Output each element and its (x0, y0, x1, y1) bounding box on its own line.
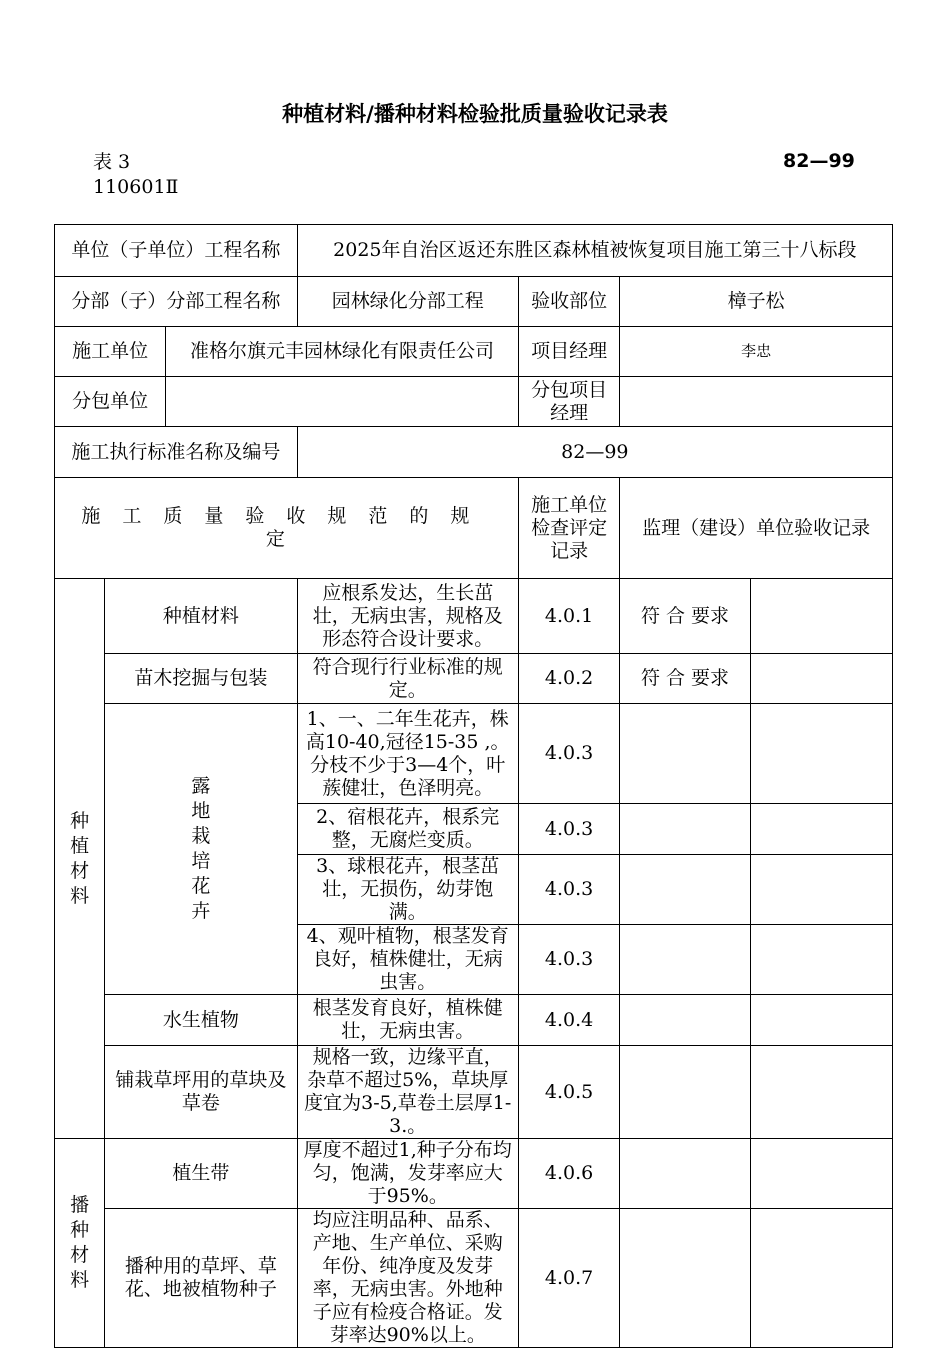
standard-code-header: 82—99 (783, 150, 855, 172)
table-number-label: 表 3 (93, 151, 131, 173)
constructor-value: 准格尔旗元丰园林绿化有限责任公司 (166, 327, 519, 377)
constructor-row (55, 327, 893, 377)
acceptance-part-label: 验收部位 (518, 277, 620, 327)
item-supervision-record (750, 995, 892, 1046)
inspection-table (54, 224, 893, 1348)
item-name: 播种用的草坪、草花、地被植物种子 (105, 1209, 297, 1348)
item-requirement: 2、宿根花卉，根系完整，无腐烂变质。 (297, 804, 518, 855)
table-row (55, 995, 893, 1046)
subproject-row (55, 277, 893, 327)
item-clause: 4.0.6 (518, 1139, 620, 1209)
item-clause: 4.0.7 (518, 1209, 620, 1348)
item-requirement: 应根系发达，生长茁壮，无病虫害，规格及形态符合设计要求。 (297, 579, 518, 654)
item-check-record (620, 704, 750, 804)
group-sowing-label: 播种材料 (55, 1139, 105, 1348)
subcontractor-row (55, 377, 893, 427)
item-clause: 4.0.2 (518, 654, 620, 704)
group-planting-label: 种植材料 (55, 579, 105, 1139)
spec-heading: 施工质量验收规范的规定 (55, 478, 519, 579)
item-check-record (620, 1209, 750, 1348)
item-clause: 4.0.4 (518, 995, 620, 1046)
item-check-record (620, 995, 750, 1046)
item-clause: 4.0.3 (518, 925, 620, 995)
item-check-record (620, 804, 750, 855)
item-clause: 4.0.3 (518, 704, 620, 804)
check-record-heading: 施工单位检查评定记录 (518, 478, 620, 579)
item-supervision-record (750, 704, 892, 804)
item-requirement: 符合现行行业标准的规定。 (297, 654, 518, 704)
form-title: 种植材料/播种材料检验批质量验收记录表 (282, 102, 668, 126)
table-row (55, 1046, 893, 1139)
sub-project-value: 园林绿化分部工程 (297, 277, 518, 327)
sub-project-manager-value (620, 377, 893, 427)
item-check-record: 符 合 要求 (620, 654, 750, 704)
item-name-text: 露地栽培花卉 (191, 775, 211, 922)
column-header-row (55, 478, 893, 579)
item-check-record (620, 1046, 750, 1139)
item-name: 水生植物 (105, 995, 297, 1046)
project-manager-label: 项目经理 (518, 327, 620, 377)
item-supervision-record (750, 1046, 892, 1139)
table-row (55, 1209, 893, 1348)
table-row (55, 1139, 893, 1209)
item-supervision-record (750, 855, 892, 925)
item-check-record (620, 855, 750, 925)
standard-label: 施工执行标准名称及编号 (55, 427, 298, 478)
unit-project-label: 单位（子单位）工程名称 (55, 225, 298, 277)
item-clause: 4.0.3 (518, 804, 620, 855)
standard-value: 82—99 (297, 427, 892, 478)
item-name: 植生带 (105, 1139, 297, 1209)
item-check-record: 符 合 要求 (620, 579, 750, 654)
item-name (105, 704, 297, 995)
item-name: 苗木挖掘与包装 (105, 654, 297, 704)
supervision-heading: 监理（建设）单位验收记录 (620, 478, 893, 579)
table-row (55, 704, 893, 804)
item-clause: 4.0.3 (518, 855, 620, 925)
item-requirement: 规格一致，边缘平直，杂草不超过5%，草块厚度宜为3-5,草卷土层厚1-3.。 (297, 1046, 518, 1139)
item-supervision-record (750, 1209, 892, 1348)
subcontractor-value (166, 377, 519, 427)
project-row (55, 225, 893, 277)
item-clause: 4.0.5 (518, 1046, 620, 1139)
item-requirement: 根茎发育良好，植株健壮，无病虫害。 (297, 995, 518, 1046)
acceptance-part-value: 樟子松 (620, 277, 893, 327)
item-supervision-record (750, 925, 892, 995)
item-requirement: 厚度不超过1,种子分布均匀，饱满，发芽率应大于95%。 (297, 1139, 518, 1209)
sub-project-label: 分部（子）分部工程名称 (55, 277, 298, 327)
item-supervision-record (750, 1139, 892, 1209)
project-manager-value: 李忠 (620, 327, 893, 377)
form-code: 110601Ⅱ (93, 176, 179, 198)
item-check-record (620, 1139, 750, 1209)
standard-row (55, 427, 893, 478)
item-requirement: 4、观叶植物，根茎发育良好，植株健壮，无病虫害。 (297, 925, 518, 995)
sub-project-manager-label: 分包项目经理 (518, 377, 620, 427)
constructor-label: 施工单位 (55, 327, 166, 377)
unit-project-value: 2025年自治区返还东胜区森林植被恢复项目施工第三十八标段 (297, 225, 892, 277)
subcontractor-label: 分包单位 (55, 377, 166, 427)
table-row (55, 579, 893, 654)
item-supervision-record (750, 654, 892, 704)
item-clause: 4.0.1 (518, 579, 620, 654)
item-check-record (620, 925, 750, 995)
item-requirement: 1、一、二年生花卉，株高10-40,冠径15-35 ,。分枝不少于3—4个，叶蔟健壮，色泽明亮。 (297, 704, 518, 804)
item-name: 种植材料 (105, 579, 297, 654)
item-requirement: 均应注明品种、品系、产地、生产单位、采购年份、纯净度及发芽率，无病虫害。外地种子应有检疫合格证。发芽率达90%以上。 (297, 1209, 518, 1348)
item-name: 铺栽草坪用的草块及草卷 (105, 1046, 297, 1139)
table-row (55, 654, 893, 704)
item-requirement: 3、球根花卉，根茎茁壮，无损伤，幼芽饱满。 (297, 855, 518, 925)
item-supervision-record (750, 804, 892, 855)
item-supervision-record (750, 579, 892, 654)
form-meta (93, 150, 178, 200)
